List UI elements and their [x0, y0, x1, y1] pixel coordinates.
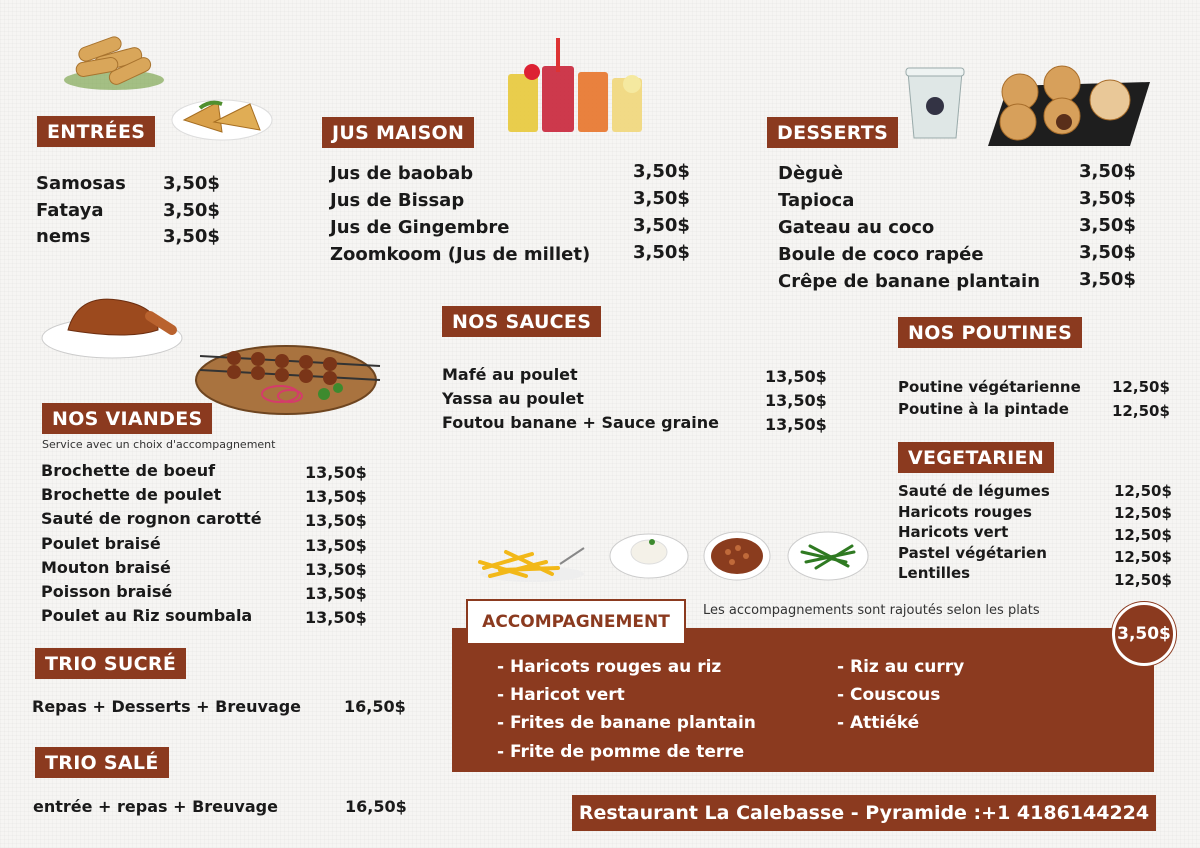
- menu-item-name: Foutou banane + Sauce graine: [442, 413, 719, 432]
- accompagnement-item: - Frites de banane plantain: [497, 713, 756, 733]
- accompagnement-item: - Riz au curry: [837, 657, 965, 677]
- menu-item-price: 3,50$: [1079, 188, 1136, 209]
- rice-image: [608, 530, 690, 580]
- trio-sucre-price: 16,50$: [344, 697, 406, 716]
- trio-sale-price: 16,50$: [345, 797, 407, 816]
- trio-sale-line: entrée + repas + Breuvage: [33, 797, 278, 816]
- menu-item-name: Poulet au Riz soumbala: [41, 606, 253, 625]
- accompagnement-item: - Haricot vert: [497, 685, 625, 705]
- menu-item-name: Samosas: [36, 173, 126, 194]
- menu-item-price: 3,50$: [1079, 215, 1136, 236]
- degue-cup-image: [904, 66, 966, 142]
- menu-item-price: 3,50$: [633, 188, 690, 209]
- menu-item-name: Fataya: [36, 200, 104, 221]
- menu-item-name: Zoomkoom (Jus de millet): [330, 244, 591, 265]
- accompagnement-item: - Frite de pomme de terre: [497, 742, 745, 762]
- poutines-title: NOS POUTINES: [898, 317, 1082, 348]
- menu-item-price: 13,50$: [305, 487, 367, 506]
- menu-item-price: 3,50$: [633, 242, 690, 263]
- menu-item-price: 12,50$: [1114, 548, 1172, 566]
- menu-item-name: Yassa au poulet: [442, 389, 584, 408]
- donuts-image: [984, 62, 1154, 148]
- accompagnement-note: Les accompagnements sont rajoutés selon les plats: [703, 603, 1040, 618]
- green-beans-image: [786, 530, 870, 582]
- menu-item-name: Poisson braisé: [41, 582, 173, 601]
- menu-item-name: Jus de Bissap: [330, 190, 465, 211]
- menu-item-price: 13,50$: [305, 584, 367, 603]
- menu-item-price: 13,50$: [305, 560, 367, 579]
- menu-item-price: 13,50$: [305, 511, 367, 530]
- menu-item-price: 13,50$: [305, 463, 367, 482]
- menu-item-price: 13,50$: [765, 391, 827, 410]
- trio-sucre-title: TRIO SUCRÉ: [35, 648, 186, 679]
- menu-item-name: Mouton braisé: [41, 558, 171, 577]
- menu-item-name: Haricots vert: [898, 523, 1009, 541]
- menu-item-name: Poutine à la pintade: [898, 400, 1069, 418]
- menu-item-price: 12,50$: [1112, 402, 1170, 420]
- menu-item-price: 12,50$: [1114, 571, 1172, 589]
- menu-item-name: Sauté de légumes: [898, 482, 1050, 500]
- restaurant-footer: Restaurant La Calebasse - Pyramide :+1 4186144224: [572, 795, 1156, 831]
- vegetarien-title: VEGETARIEN: [898, 442, 1054, 473]
- menu-item-price: 13,50$: [765, 367, 827, 386]
- brochettes-image: [194, 330, 384, 422]
- trio-sucre-line: Repas + Desserts + Breuvage: [32, 697, 301, 716]
- accompagnement-item: - Haricots rouges au riz: [497, 657, 722, 677]
- menu-item-name: Haricots rouges: [898, 503, 1032, 521]
- beans-image: [702, 530, 772, 582]
- juice-glasses-image: [502, 36, 658, 136]
- menu-item-name: Boule de coco rapée: [778, 244, 984, 265]
- desserts-title: DESSERTS: [767, 117, 898, 148]
- menu-item-price: 3,50$: [1079, 161, 1136, 182]
- samosa-image: [170, 92, 274, 144]
- spring-rolls-image: [58, 28, 170, 94]
- menu-item-price: 3,50$: [163, 226, 220, 247]
- accompagnement-title: ACCOMPAGNEMENT: [482, 612, 670, 632]
- menu-item-name: Brochette de poulet: [41, 485, 222, 504]
- menu-item-name: Lentilles: [898, 564, 971, 582]
- menu-item-price: 3,50$: [633, 215, 690, 236]
- menu-item-name: Sauté de rognon carotté: [41, 509, 262, 528]
- accompagnement-item: - Attiéké: [837, 713, 920, 733]
- viandes-title: NOS VIANDES: [42, 403, 212, 434]
- menu-item-name: Dèguè: [778, 163, 844, 184]
- menu-item-name: Poulet braisé: [41, 534, 161, 553]
- sauces-title: NOS SAUCES: [442, 306, 601, 337]
- menu-item-price: 13,50$: [765, 415, 827, 434]
- menu-item-name: nems: [36, 226, 91, 247]
- trio-sale-title: TRIO SALÉ: [35, 747, 169, 778]
- fries-image: [476, 540, 588, 584]
- menu-item-name: Brochette de boeuf: [41, 461, 216, 480]
- menu-item-name: Tapioca: [778, 190, 855, 211]
- menu-item-price: 12,50$: [1114, 504, 1172, 522]
- menu-item-price: 3,50$: [1079, 269, 1136, 290]
- menu-item-price: 3,50$: [1079, 242, 1136, 263]
- jus-title: JUS MAISON: [322, 117, 474, 148]
- menu-item-price: 3,50$: [163, 173, 220, 194]
- menu-item-name: Gateau au coco: [778, 217, 935, 238]
- menu-item-price: 12,50$: [1114, 526, 1172, 544]
- accompagnement-item: - Couscous: [837, 685, 941, 705]
- menu-item-name: Jus de baobab: [330, 163, 474, 184]
- menu-item-name: Jus de Gingembre: [330, 217, 510, 238]
- menu-item-name: Pastel végétarien: [898, 544, 1047, 562]
- menu-item-price: 13,50$: [305, 608, 367, 627]
- roast-chicken-image: [40, 288, 186, 362]
- menu-item-price: 12,50$: [1114, 482, 1172, 500]
- menu-item-name: Poutine végétarienne: [898, 378, 1081, 396]
- entrees-title: ENTRÉES: [37, 116, 155, 147]
- menu-item-price: 3,50$: [633, 161, 690, 182]
- menu-item-name: Mafé au poulet: [442, 365, 578, 384]
- menu-item-name: Crêpe de banane plantain: [778, 271, 1041, 292]
- accompagnement-header: [468, 601, 684, 643]
- menu-item-price: 3,50$: [163, 200, 220, 221]
- accompagnement-price-badge: 3,50$: [1112, 602, 1176, 666]
- menu-item-price: 12,50$: [1112, 378, 1170, 396]
- viandes-note: Service avec un choix d'accompagnement: [42, 438, 276, 451]
- menu-item-price: 13,50$: [305, 536, 367, 555]
